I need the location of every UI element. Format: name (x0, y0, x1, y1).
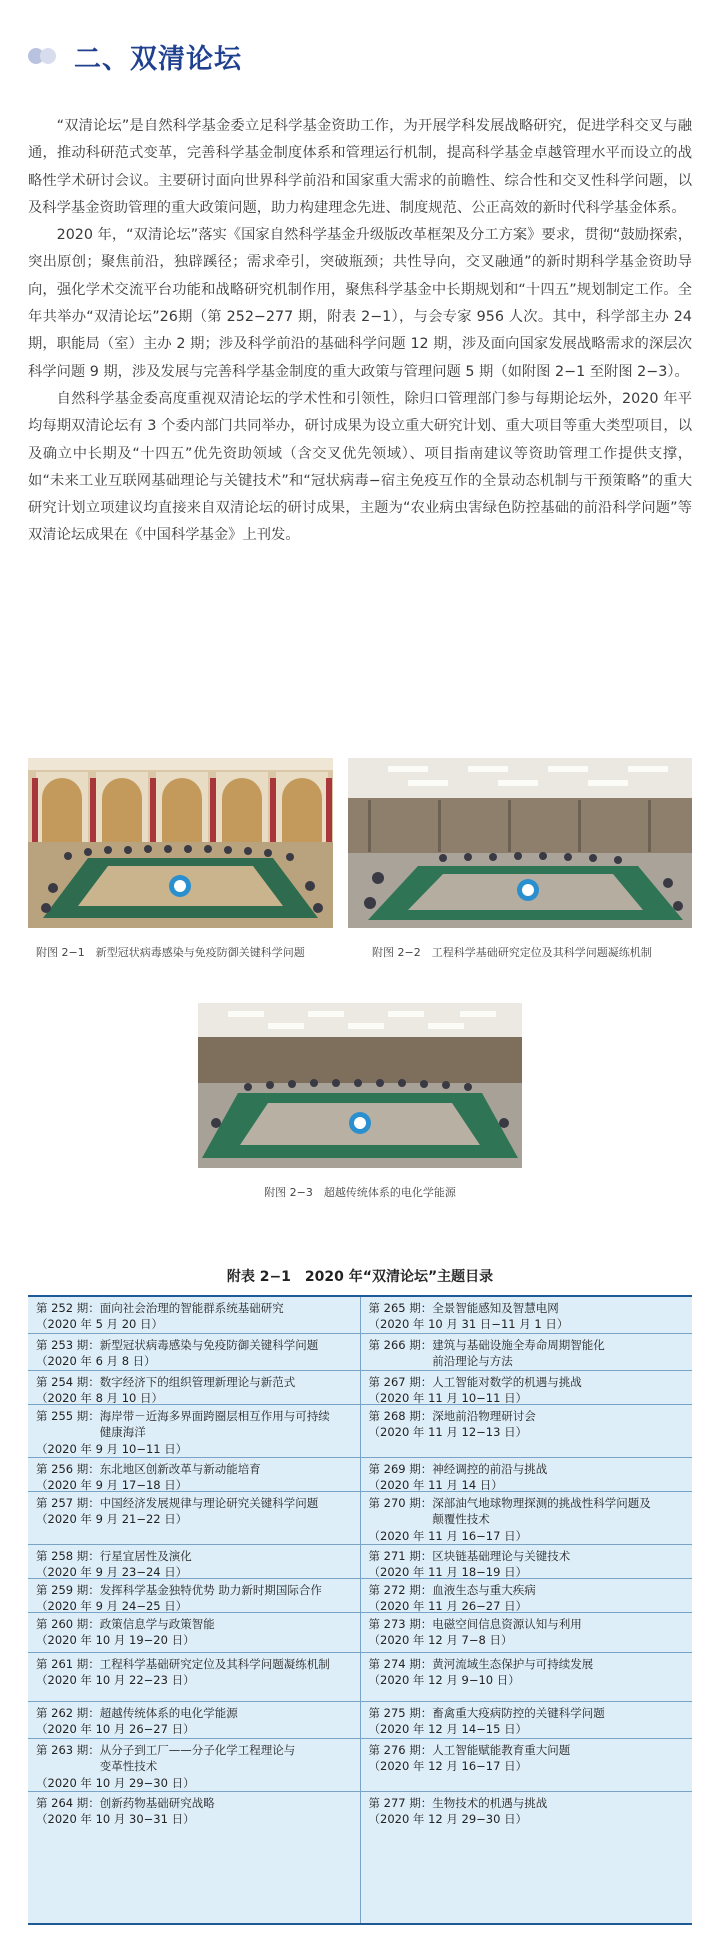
session-topic-line: 全景智能感知及智慧电网 (432, 1301, 559, 1315)
session-number: 第 273 期： (368, 1617, 433, 1631)
session-topic-line: 血液生态与重大疾病 (432, 1583, 536, 1597)
session-number: 第 258 期： (36, 1549, 100, 1563)
session-topic-line: 数字经济下的组织管理新理论与新范式 (99, 1375, 296, 1389)
session-date: （2020 年 11 月 14 日） (368, 1478, 503, 1492)
figure-2-photo (348, 758, 692, 928)
session-topic-line: 前沿理论与方法 (432, 1354, 513, 1369)
session-date: （2020 年 10 月 30−31 日） (36, 1812, 195, 1826)
session-date: （2020 年 9 月 23−24 日） (36, 1565, 188, 1579)
table-row (28, 1792, 360, 1826)
figure-1-caption: 附图 2−1 新型冠状病毒感染与免疫防御关键科学问题 (36, 946, 305, 959)
session-topic-line: 中国经济发展规律与理论研究关键科学问题 (99, 1496, 319, 1510)
session-topic (100, 1300, 354, 1316)
session-topic-line: 畜禽重大疫病防控的关键科学问题 (432, 1706, 605, 1720)
table-row (28, 1334, 360, 1371)
session-topic-line: 神经调控的前沿与挑战 (432, 1462, 548, 1476)
table-row (28, 1492, 360, 1545)
figure-3-photo (198, 1003, 522, 1168)
session-topic-line: 颠覆性技术 (432, 1512, 490, 1527)
session-date: （2020 年 10 月 19−20 日） (36, 1633, 195, 1648)
session-topic-line: 发挥科学基金独特优势 助力新时期国际合作 (99, 1583, 322, 1597)
table-row (28, 1297, 360, 1334)
section-heading (28, 36, 242, 76)
session-date: （2020 年 9 月 24−25 日） (36, 1599, 188, 1613)
session-number: 第 257 期： (36, 1496, 100, 1510)
session-date: （2020 年 12 月 29−30 日） (368, 1812, 528, 1826)
session-date: （2020 年 12 月 14−15 日） (368, 1722, 528, 1737)
table-row (28, 1739, 360, 1792)
table-row (28, 1405, 360, 1458)
session-topic (432, 1705, 686, 1721)
session-number: 第 265 期： (368, 1301, 433, 1315)
session-number: 第 272 期： (368, 1583, 433, 1597)
session-date: （2020 年 11 月 16−17 日） (368, 1528, 528, 1543)
session-topic-line: 区块链基础理论与关键技术 (432, 1549, 571, 1563)
session-number: 第 260 期： (36, 1617, 100, 1631)
session-topic (432, 1495, 686, 1528)
session-topic (432, 1337, 686, 1370)
table-row (361, 1613, 693, 1653)
table-title: 附表 2−1 2020 年“双清论坛”主题目录 (226, 1269, 494, 1285)
session-date: （2020 年 6 月 8 日） (36, 1354, 156, 1369)
session-date: （2020 年 10 月 22−23 日） (36, 1673, 195, 1688)
paragraph-2: 2020 年，“双清论坛”落实《国家自然科学基金升级版改革框架及分工方案》要求，贯彻“鼓励探索，突出原创；聚焦前沿，独辟蹊径；需求牵引，突破瓶颈；共性导向，交叉融通”的新时期科学基金资助导向，强化学术交流平台功能和战略研究机制作用，聚焦科学基金中长期规划和“十四五”规划制定工作。全年共举办“双清论坛”26期（第 252−277 期，附表 2−1），与会专家 956 人次。其中，科学部主办 24 期，职能局（室）主办 2 期；涉及科学前沿的基础科学问题 12 期，涉及面向国家发展战略需求的深层次科学问题 9 期，涉及发展与完善科学基金制度的重大政策与管理问题 5 期（如附图 2−1 至附图 2−3）。 (28, 227, 692, 380)
session-topic-line: 深部油气地球物理探测的挑战性科学问题及 (432, 1496, 651, 1510)
session-number: 第 269 期： (368, 1462, 433, 1476)
session-topic-line: 生物技术的机遇与挑战 (432, 1796, 548, 1810)
session-date: （2020 年 9 月 10−11 日） (36, 1441, 188, 1456)
forum-topics-table (28, 1295, 692, 1925)
session-topic-line: 变革性技术 (99, 1759, 158, 1774)
table-row (361, 1334, 693, 1371)
session-topic-line: 人工智能赋能教育重大问题 (432, 1743, 571, 1757)
session-number: 第 275 期： (368, 1706, 433, 1720)
session-topic (432, 1374, 686, 1390)
table-row (361, 1739, 693, 1792)
session-topic (100, 1408, 354, 1441)
table-row (361, 1545, 693, 1579)
session-topic-line: 超越传统体系的电化学能源 (99, 1706, 238, 1720)
session-topic-line: 健康海洋 (99, 1425, 146, 1440)
session-date: （2020 年 11 月 18−19 日） (368, 1565, 528, 1579)
table-column-right (361, 1297, 693, 1923)
section-title: 二、双清论坛 (74, 43, 242, 75)
session-number: 第 270 期： (368, 1496, 433, 1510)
session-topic-line: 工程科学基础研究定位及其科学问题凝练机制 (99, 1657, 330, 1671)
session-topic (432, 1300, 686, 1316)
session-number: 第 252 期： (36, 1301, 100, 1315)
session-number: 第 259 期： (36, 1583, 100, 1597)
session-date: （2020 年 9 月 21−22 日） (36, 1512, 188, 1527)
session-topic (432, 1656, 686, 1672)
session-topic (100, 1616, 354, 1632)
session-number: 第 255 期： (36, 1409, 100, 1423)
table-row (361, 1702, 693, 1739)
table-row (28, 1702, 360, 1739)
session-date: （2020 年 11 月 10−11 日） (368, 1391, 528, 1405)
session-topic-line: 创新药物基础研究战略 (99, 1796, 215, 1810)
session-number: 第 264 期： (36, 1796, 100, 1810)
table-row (361, 1492, 693, 1545)
session-topic-line: 海岸带－近海多界面跨圈层相互作用与可持续 (99, 1409, 330, 1423)
table-column-left (28, 1297, 361, 1923)
session-topic (100, 1548, 354, 1564)
session-number: 第 271 期： (368, 1549, 433, 1563)
session-date: （2020 年 12 月 16−17 日） (368, 1759, 528, 1774)
session-topic-line: 政策信息学与政策智能 (99, 1617, 215, 1631)
session-topic (100, 1337, 354, 1353)
session-number: 第 277 期： (368, 1796, 433, 1810)
session-topic (432, 1616, 686, 1632)
session-date: （2020 年 12 月 7−8 日） (368, 1633, 513, 1648)
session-topic (432, 1742, 686, 1758)
paragraph-1: “双清论坛”是自然科学基金委立足科学基金资助工作，为开展学科发展战略研究，促进学科交叉与融通，推动科研范式变革，完善科学基金制度体系和管理运行机制，提高科学基金卓越管理水平而设立的战略性学术研讨会议。主要研讨面向世界科学前沿和国家重大需求的前瞻性、综合性和交叉性科学问题，以及科学基金资助管理的重大政策问题，助力构建理念先进、制度规范、公正高效的新时代科学基金体系。 (28, 118, 692, 216)
session-date: （2020 年 5 月 20 日） (36, 1317, 163, 1332)
session-topic-line: 面向社会治理的智能群系统基础研究 (99, 1301, 284, 1315)
session-topic-line: 黄河流域生态保护与可持续发展 (432, 1657, 594, 1671)
table-row (361, 1792, 693, 1826)
session-date: （2020 年 9 月 17−18 日） (36, 1478, 188, 1492)
session-topic (432, 1795, 686, 1811)
session-number: 第 253 期： (36, 1338, 100, 1352)
session-topic-line: 电磁空间信息资源认知与利用 (432, 1617, 582, 1631)
session-number: 第 262 期： (36, 1706, 100, 1720)
session-topic (432, 1548, 686, 1564)
session-topic-line: 行星宜居性及演化 (99, 1549, 192, 1563)
session-topic-line: 新型冠状病毒感染与免疫防御关键科学问题 (99, 1338, 319, 1352)
session-topic (100, 1742, 354, 1775)
session-number: 第 254 期： (36, 1375, 100, 1389)
table-row (28, 1613, 360, 1653)
session-date: （2020 年 10 月 26−27 日） (36, 1722, 195, 1737)
session-number: 第 268 期： (368, 1409, 433, 1423)
session-topic-line: 人工智能对数学的机遇与挑战 (432, 1375, 582, 1389)
table-row (28, 1371, 360, 1405)
session-number: 第 261 期： (36, 1657, 100, 1671)
session-topic (100, 1374, 354, 1390)
session-topic-line: 东北地区创新改革与新动能培育 (99, 1462, 261, 1476)
session-topic (100, 1656, 354, 1672)
heading-dots-icon (28, 46, 62, 66)
table-row (361, 1371, 693, 1405)
session-date: （2020 年 11 月 26−27 日） (368, 1599, 528, 1613)
session-date: （2020 年 10 月 31 日−11 月 1 日） (368, 1317, 569, 1332)
session-number: 第 276 期： (368, 1743, 433, 1757)
session-topic-line: 从分子到工厂——分子化学工程理论与 (99, 1743, 296, 1757)
session-topic (432, 1408, 686, 1424)
session-topic (100, 1795, 354, 1811)
session-date: （2020 年 8 月 10 日） (36, 1391, 163, 1405)
session-topic (100, 1582, 354, 1598)
session-date: （2020 年 10 月 29−30 日） (36, 1775, 195, 1790)
table-row (361, 1405, 693, 1458)
session-topic-line: 深地前沿物理研讨会 (432, 1409, 536, 1423)
table-row (361, 1297, 693, 1334)
table-row (28, 1545, 360, 1579)
session-topic (100, 1461, 354, 1477)
table-row (28, 1458, 360, 1492)
session-number: 第 267 期： (368, 1375, 433, 1389)
session-topic-line: 建筑与基础设施全寿命周期智能化 (432, 1338, 605, 1352)
paragraph-3: 自然科学基金委高度重视双清论坛的学术性和引领性，除归口管理部门参与每期论坛外，2020 年平均每期双清论坛有 3 个委内部门共同举办，研讨成果为设立重大研究计划、重大项目等重大类型项目，以及确立中长期及“十四五”优先资助领域（含交叉优先领域）、项目指南建议等资助管理工作提供支撑，如“未来工业互联网基础理论与关键技术”和“冠状病毒−宿主免疫互作的全景动态机制与干预策略”的重大研究计划立项建议均直接来自双清论坛的研讨成果，主题为“农业病虫害绿色防控基础的前沿科学问题”等双清论坛成果在《中国科学基金》上刊发。 (28, 390, 692, 544)
session-date: （2020 年 12 月 9−10 日） (368, 1673, 520, 1688)
session-number: 第 256 期： (36, 1462, 100, 1476)
session-topic (432, 1582, 686, 1598)
table-row (361, 1579, 693, 1613)
figure-3-caption: 附图 2−3 超越传统体系的电化学能源 (264, 1186, 456, 1199)
table-row (361, 1458, 693, 1492)
figure-2-caption: 附图 2−2 工程科学基础研究定位及其科学问题凝练机制 (372, 946, 652, 959)
session-number: 第 274 期： (368, 1657, 433, 1671)
session-topic (100, 1705, 354, 1721)
session-date: （2020 年 11 月 12−13 日） (368, 1425, 528, 1440)
table-row (28, 1579, 360, 1613)
session-topic (432, 1461, 686, 1477)
table-row (28, 1653, 360, 1702)
session-number: 第 263 期： (36, 1743, 100, 1757)
table-row (361, 1653, 693, 1702)
session-number: 第 266 期： (368, 1338, 433, 1352)
body-text (28, 113, 692, 550)
session-topic (100, 1495, 354, 1511)
figure-1-photo (28, 758, 333, 928)
